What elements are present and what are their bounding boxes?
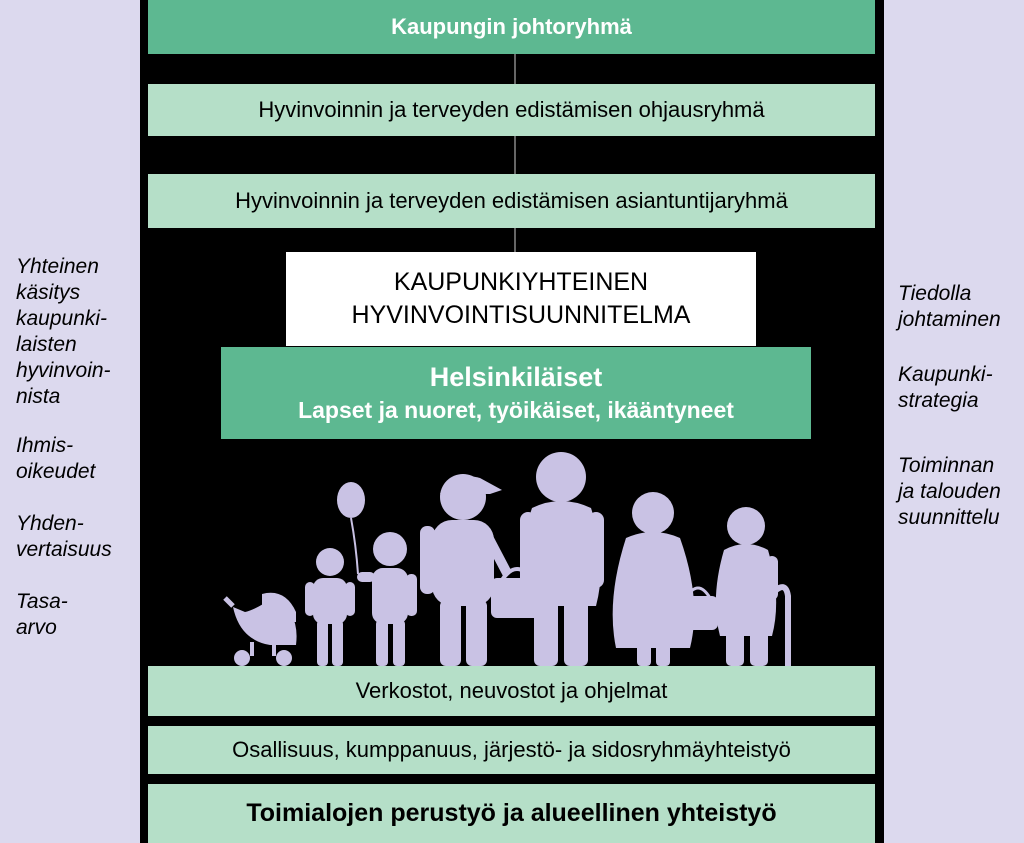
left-item-equality: Yhden- vertaisuus <box>16 512 112 561</box>
band-osallisuus-label: Osallisuus, kumppanuus, järjestö- ja sidosryhmäyhteistyö <box>232 737 791 762</box>
elderly-man-silhouette-icon <box>716 507 778 666</box>
helsinkilaiset-title: Helsinkiläiset <box>429 362 603 392</box>
band-osallisuus <box>148 726 875 774</box>
right-item-knowledge-management: Tiedolla johtaminen <box>898 282 1001 331</box>
stroller-icon <box>225 593 297 666</box>
band-verkostot <box>148 666 875 716</box>
right-item-planning: Toiminnan ja talouden suunnittelu <box>898 454 1001 529</box>
band-toimialojen <box>148 784 875 843</box>
cane-icon <box>776 587 788 666</box>
suunnitelma-line1: KAUPUNKIYHTEINEN <box>393 268 649 296</box>
helsinkilaiset-subtitle: Lapset ja nuoret, työikäiset, ikääntyneet <box>298 397 734 423</box>
left-item-gender-equality: Tasa- arvo <box>16 590 68 639</box>
band-verkostot-label: Verkostot, neuvostot ja ohjelmat <box>355 678 668 703</box>
band-asiantuntijaryhma-label: Hyvinvoinnin ja terveyden edistämisen asiantuntijaryhmä <box>235 188 788 213</box>
adult-silhouette-icon <box>520 452 604 666</box>
suunnitelma-line2: HYVINVOINTISUUNNITELMA <box>351 301 691 329</box>
left-item-common-understanding: Yhteinen käsitys kaupunki- laisten hyvinvoin- nista <box>16 255 111 408</box>
child-silhouette-icon <box>357 532 417 666</box>
band-toimialojen-label: Toimialojen perustyö ja alueellinen yhteistyö <box>246 799 777 827</box>
band-johtoryhma-label: Kaupungin johtoryhmä <box>391 14 632 39</box>
older-woman-silhouette-icon <box>613 492 695 666</box>
right-item-city-strategy: Kaupunki- strategia <box>898 363 993 412</box>
left-item-human-rights: Ihmis- oikeudet <box>16 434 96 483</box>
band-ohjausryhma-label: Hyvinvoinnin ja terveyden edistämisen ohjausryhmä <box>258 97 765 122</box>
teenager-silhouette-icon <box>420 474 512 666</box>
small-child-silhouette-icon <box>305 548 355 666</box>
